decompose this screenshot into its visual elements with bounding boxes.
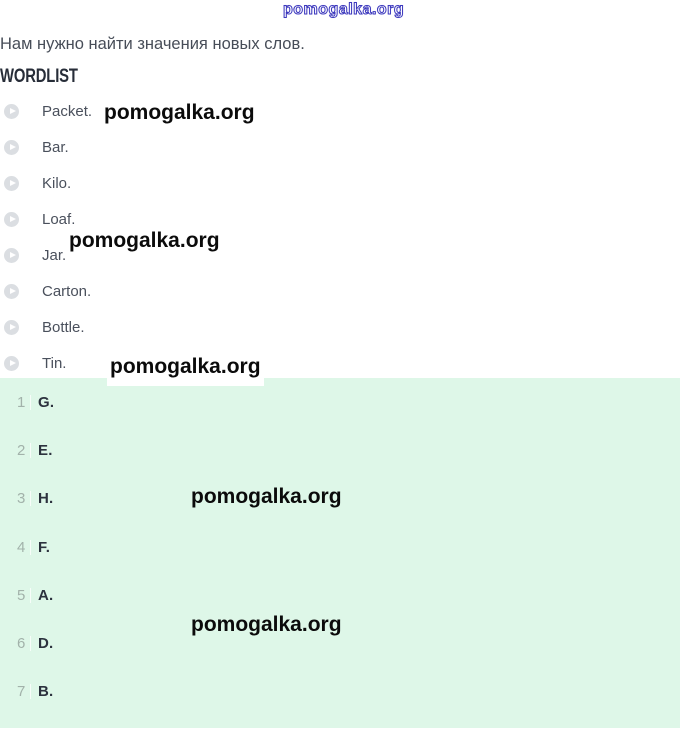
- answer-number: 7: [17, 683, 26, 701]
- play-icon[interactable]: [4, 104, 19, 119]
- play-icon[interactable]: [4, 140, 19, 155]
- word-label: Kilo.: [42, 174, 72, 192]
- divider: [30, 636, 31, 651]
- site-watermark: pomogalka.org: [107, 353, 264, 386]
- play-icon[interactable]: [4, 212, 19, 227]
- play-icon[interactable]: [4, 248, 19, 263]
- answer-letter: E.: [38, 441, 53, 459]
- wordlist-heading: WORDLIST: [0, 66, 78, 87]
- answer-letter: D.: [38, 635, 54, 653]
- word-label: Loaf.: [42, 210, 76, 228]
- answer-row: [0, 426, 680, 474]
- wordlist-row: [0, 165, 320, 201]
- word-label: Bottle.: [42, 318, 85, 336]
- site-watermark: pomogalka.org: [191, 613, 342, 636]
- divider: [30, 684, 31, 699]
- word-label: Carton.: [42, 282, 92, 300]
- word-label: Packet.: [42, 102, 93, 120]
- divider: [30, 588, 31, 603]
- divider: [30, 395, 31, 410]
- answer-letter: H.: [38, 490, 54, 508]
- site-watermark: pomogalka.org: [191, 485, 342, 508]
- answer-number: 1: [17, 393, 26, 411]
- answer-row: [0, 668, 680, 716]
- site-watermark-outline: pomogalka.org: [283, 1, 405, 18]
- play-icon[interactable]: [4, 356, 19, 371]
- wordlist-row: [0, 129, 320, 165]
- play-icon[interactable]: [4, 320, 19, 335]
- answer-row: [0, 523, 680, 571]
- answer-number: 3: [17, 490, 26, 508]
- answer-letter: B.: [38, 683, 54, 701]
- play-icon[interactable]: [4, 284, 19, 299]
- answer-letter: F.: [38, 538, 51, 556]
- divider: [30, 540, 31, 555]
- answer-row: [0, 378, 680, 426]
- wordlist-row: [0, 309, 320, 345]
- answer-number: 5: [17, 586, 26, 604]
- wordlist-row: [0, 273, 320, 309]
- answer-number: 6: [17, 635, 26, 653]
- divider: [30, 443, 31, 458]
- answer-number: 4: [17, 538, 26, 556]
- task-description: Нам нужно найти значения новых слов.: [0, 35, 305, 53]
- answer-letter: G.: [38, 393, 55, 411]
- word-label: Jar.: [42, 246, 67, 264]
- site-watermark: pomogalka.org: [69, 229, 220, 252]
- site-watermark: pomogalka.org: [104, 101, 255, 124]
- word-label: Bar.: [42, 138, 69, 156]
- play-icon[interactable]: [4, 176, 19, 191]
- divider: [30, 491, 31, 506]
- answers-panel: [0, 378, 680, 728]
- answer-letter: A.: [38, 586, 54, 604]
- word-label: Tin.: [42, 354, 67, 372]
- answer-number: 2: [17, 441, 26, 459]
